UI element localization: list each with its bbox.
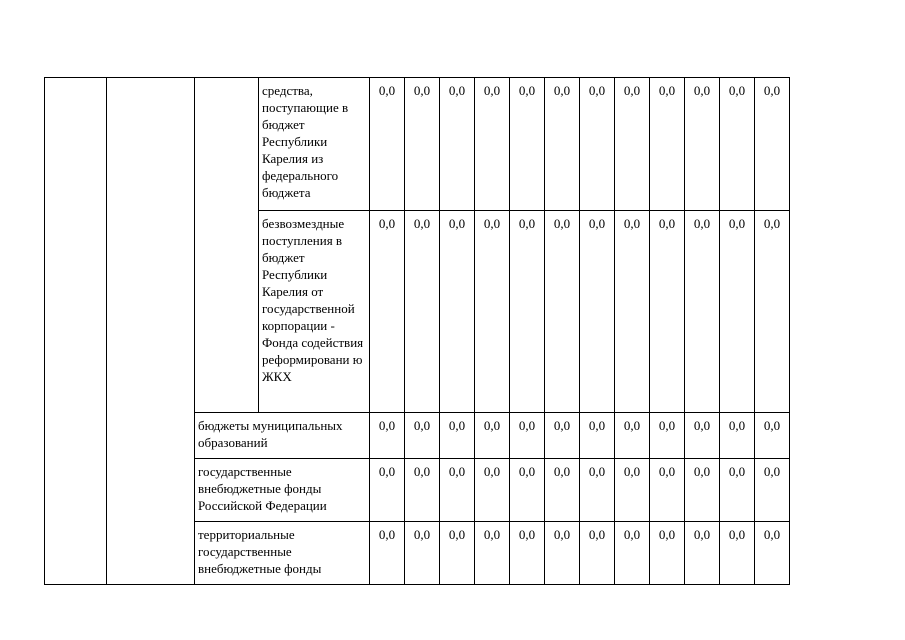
value-cell: 0,0	[685, 413, 720, 459]
value-cell: 0,0	[405, 78, 440, 211]
value-cell: 0,0	[510, 78, 545, 211]
value-cell: 0,0	[440, 459, 475, 522]
value-cell: 0,0	[510, 211, 545, 413]
value-cell: 0,0	[510, 459, 545, 522]
empty-cell-col2	[107, 78, 195, 585]
value-cell: 0,0	[650, 413, 685, 459]
row-label: бюджеты муниципальных образований	[195, 413, 370, 459]
value-cell: 0,0	[405, 413, 440, 459]
empty-cell-col3	[195, 78, 259, 413]
value-cell: 0,0	[440, 211, 475, 413]
value-cell: 0,0	[755, 522, 790, 585]
value-cell: 0,0	[370, 522, 405, 585]
value-cell: 0,0	[370, 459, 405, 522]
value-cell: 0,0	[615, 413, 650, 459]
value-cell: 0,0	[650, 459, 685, 522]
value-cell: 0,0	[545, 459, 580, 522]
row-label: территориальные государственные внебюджетные фонды	[195, 522, 370, 585]
value-cell: 0,0	[475, 78, 510, 211]
value-cell: 0,0	[615, 522, 650, 585]
value-cell: 0,0	[650, 522, 685, 585]
value-cell: 0,0	[475, 459, 510, 522]
value-cell: 0,0	[720, 522, 755, 585]
value-cell: 0,0	[580, 522, 615, 585]
value-cell: 0,0	[615, 459, 650, 522]
value-cell: 0,0	[440, 413, 475, 459]
value-cell: 0,0	[580, 211, 615, 413]
row-label: средства, поступающие в бюджет Республики Карелия из федерального бюджета	[259, 78, 370, 211]
value-cell: 0,0	[545, 413, 580, 459]
value-cell: 0,0	[405, 459, 440, 522]
empty-cell-col1	[45, 78, 107, 585]
value-cell: 0,0	[370, 211, 405, 413]
value-cell: 0,0	[720, 413, 755, 459]
value-cell: 0,0	[580, 459, 615, 522]
value-cell: 0,0	[685, 211, 720, 413]
value-cell: 0,0	[545, 522, 580, 585]
value-cell: 0,0	[545, 211, 580, 413]
value-cell: 0,0	[405, 522, 440, 585]
value-cell: 0,0	[370, 78, 405, 211]
row-label: безвозмездные поступления в бюджет Республики Карелия от государственной корпорации - Фонда содействия реформировани ю ЖКХ	[259, 211, 370, 413]
value-cell: 0,0	[475, 522, 510, 585]
value-cell: 0,0	[440, 522, 475, 585]
value-cell: 0,0	[615, 78, 650, 211]
value-cell: 0,0	[580, 413, 615, 459]
value-cell: 0,0	[440, 78, 475, 211]
value-cell: 0,0	[545, 78, 580, 211]
value-cell: 0,0	[755, 78, 790, 211]
value-cell: 0,0	[370, 413, 405, 459]
value-cell: 0,0	[755, 413, 790, 459]
value-cell: 0,0	[720, 211, 755, 413]
table-row	[45, 78, 790, 211]
value-cell: 0,0	[650, 211, 685, 413]
value-cell: 0,0	[685, 459, 720, 522]
value-cell: 0,0	[755, 459, 790, 522]
value-cell: 0,0	[475, 211, 510, 413]
value-cell: 0,0	[650, 78, 685, 211]
value-cell: 0,0	[720, 78, 755, 211]
value-cell: 0,0	[510, 413, 545, 459]
value-cell: 0,0	[755, 211, 790, 413]
row-label: государственные внебюджетные фонды Российской Федерации	[195, 459, 370, 522]
value-cell: 0,0	[720, 459, 755, 522]
value-cell: 0,0	[685, 78, 720, 211]
value-cell: 0,0	[405, 211, 440, 413]
value-cell: 0,0	[580, 78, 615, 211]
value-cell: 0,0	[510, 522, 545, 585]
value-cell: 0,0	[685, 522, 720, 585]
budget-table	[44, 77, 790, 585]
value-cell: 0,0	[615, 211, 650, 413]
value-cell: 0,0	[475, 413, 510, 459]
